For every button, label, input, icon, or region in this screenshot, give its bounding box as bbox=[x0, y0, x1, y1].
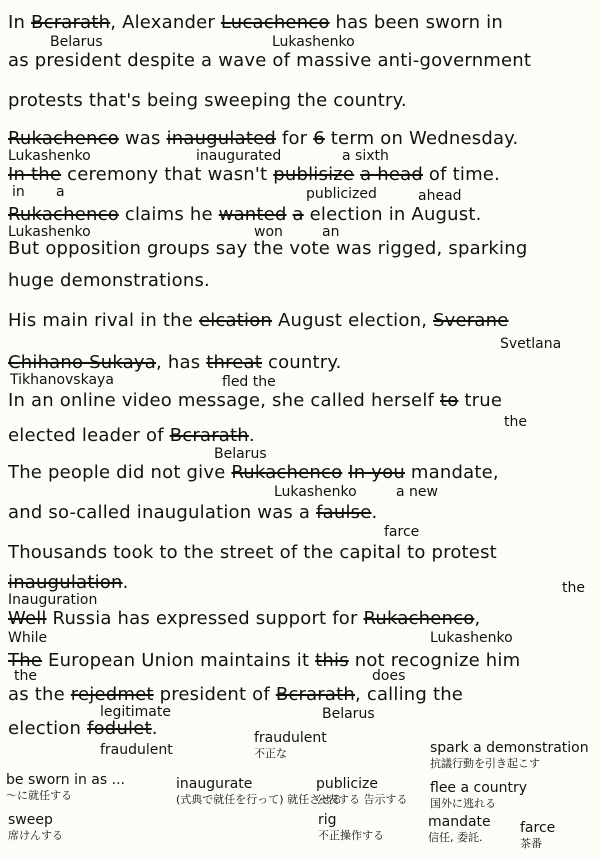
struck-word: Well bbox=[8, 608, 47, 629]
glossary-term: mandate bbox=[428, 814, 491, 830]
line-text: not recognize him bbox=[348, 650, 521, 671]
correction-note: Lukashenko bbox=[272, 34, 355, 50]
glossary-translation: 抗議行動を引き起こす bbox=[430, 757, 540, 770]
correction-note: does bbox=[372, 668, 406, 684]
correction-note: a sixth bbox=[342, 148, 389, 164]
glossary-entry bbox=[428, 814, 491, 845]
glossary-translation: ～に就任する bbox=[6, 789, 72, 802]
glossary-entry bbox=[430, 740, 589, 771]
correction-note: won bbox=[254, 224, 283, 240]
glossary-translation: 信任, 委託. bbox=[428, 831, 483, 844]
text-line bbox=[8, 502, 377, 524]
struck-word: Rukachenco bbox=[231, 462, 343, 483]
correction-note: Belarus bbox=[322, 706, 375, 722]
correction-note: Belarus bbox=[50, 34, 103, 50]
line-text: country. bbox=[262, 352, 342, 373]
correction-note: legitimate bbox=[100, 704, 171, 720]
correction-note: ahead bbox=[418, 188, 462, 204]
struck-word: faulse bbox=[316, 502, 372, 523]
struck-word: this bbox=[315, 650, 349, 671]
text-line bbox=[8, 462, 499, 484]
line-text: European Union maintains it bbox=[42, 650, 316, 671]
text-line bbox=[8, 684, 463, 706]
text-line bbox=[8, 718, 158, 740]
correction-note: publicized bbox=[306, 186, 377, 202]
correction-note: inaugurated bbox=[196, 148, 282, 164]
line-text: But opposition groups say the vote was rigged, sparking bbox=[8, 238, 528, 259]
line-text: Russia has expressed support for bbox=[46, 608, 364, 629]
line-text: The people did not give bbox=[8, 462, 232, 483]
correction-note: Lukashenko bbox=[430, 630, 513, 646]
text-line bbox=[8, 238, 527, 260]
text-line bbox=[8, 128, 518, 150]
glossary-term: spark a demonstration bbox=[430, 740, 589, 756]
line-text: In bbox=[8, 12, 32, 33]
line-text: for bbox=[276, 128, 314, 149]
line-text: . bbox=[122, 572, 129, 593]
struck-word: 6 bbox=[313, 128, 325, 149]
struck-word: a bbox=[292, 204, 304, 225]
struck-word: Bcrarath bbox=[31, 12, 111, 33]
struck-word: elcation bbox=[198, 310, 273, 331]
struck-word: In the bbox=[8, 164, 62, 185]
correction-note: Lukashenko bbox=[8, 224, 91, 240]
glossary-entry bbox=[254, 730, 327, 761]
line-text: term on Wednesday. bbox=[324, 128, 519, 149]
line-text: . bbox=[151, 718, 158, 739]
correction-note: farce bbox=[384, 524, 420, 540]
glossary-term: be sworn in as ... bbox=[6, 772, 125, 788]
glossary-translation: (式典で就任を行って) 就任させる bbox=[176, 793, 343, 806]
correction-note: Lukashenko bbox=[8, 148, 91, 164]
line-text: and so-called inaugulation was a bbox=[8, 502, 317, 523]
line-text: elected leader of bbox=[8, 425, 170, 446]
line-text: , bbox=[474, 608, 481, 629]
correction-note: Svetlana bbox=[500, 336, 562, 352]
struck-word: to bbox=[439, 390, 459, 411]
text-line bbox=[8, 90, 407, 112]
text-line bbox=[8, 542, 497, 564]
line-text: has been sworn in bbox=[329, 12, 503, 33]
struck-word: rejedmet bbox=[70, 684, 154, 705]
struck-word: Sverane bbox=[433, 310, 509, 331]
line-text: president of bbox=[153, 684, 276, 705]
line-text: ceremony that wasn't bbox=[61, 164, 274, 185]
glossary-term: rig bbox=[318, 812, 337, 828]
text-line bbox=[8, 310, 509, 332]
text-line bbox=[8, 608, 480, 630]
correction-note: the bbox=[14, 668, 37, 684]
line-text: was bbox=[118, 128, 167, 149]
correction-note: in bbox=[12, 184, 25, 200]
correction-note: a new bbox=[396, 484, 438, 500]
struck-word: inaugulation bbox=[8, 572, 123, 593]
glossary-translation: 不正な bbox=[254, 747, 287, 760]
line-text: In an online video message, she called herself bbox=[8, 390, 440, 411]
glossary-entry bbox=[6, 772, 125, 803]
line-text: August election, bbox=[272, 310, 434, 331]
glossary-term: sweep bbox=[8, 812, 53, 828]
glossary-translation: 茶番 bbox=[520, 837, 542, 850]
struck-word: The bbox=[8, 650, 43, 671]
text-line bbox=[8, 270, 210, 292]
line-text: . bbox=[248, 425, 255, 446]
text-line bbox=[8, 390, 502, 412]
glossary-term: flee a country bbox=[430, 780, 528, 796]
struck-word: Rukachenco bbox=[363, 608, 475, 629]
glossary-translation: 公表する 告示する bbox=[316, 793, 408, 806]
correction-note: Lukashenko bbox=[274, 484, 357, 500]
correction-note: the bbox=[504, 414, 527, 430]
line-text: election in August. bbox=[303, 204, 482, 225]
correction-note: the bbox=[562, 580, 585, 596]
line-text: . bbox=[371, 502, 378, 523]
struck-word: Bcrarath bbox=[169, 425, 249, 446]
glossary-translation: 席けんする bbox=[8, 829, 63, 842]
struck-word: a head bbox=[360, 164, 424, 185]
glossary-translation: 国外に逃れる bbox=[430, 797, 496, 810]
struck-word: inaugulated bbox=[166, 128, 277, 149]
text-line bbox=[8, 164, 500, 186]
struck-word: Chihano Sukaya bbox=[8, 352, 157, 373]
line-text: of time. bbox=[423, 164, 500, 185]
line-text: as president despite a wave of massive anti-government bbox=[8, 50, 532, 71]
glossary-term: farce bbox=[520, 820, 556, 836]
correction-note: fled the bbox=[222, 374, 276, 390]
glossary-entry bbox=[520, 820, 555, 851]
text-line bbox=[8, 50, 531, 72]
glossary-term: fraudulent bbox=[254, 730, 327, 746]
line-text: claims he bbox=[118, 204, 219, 225]
glossary-entry bbox=[8, 812, 63, 843]
struck-word: Rukachenco bbox=[8, 204, 119, 225]
line-text: huge demonstrations. bbox=[8, 270, 210, 291]
correction-note: a bbox=[56, 184, 65, 200]
line-text: , has bbox=[156, 352, 207, 373]
line-text: protests that's being sweeping the country. bbox=[8, 90, 407, 111]
correction-note: Belarus bbox=[214, 446, 267, 462]
line-text: , Alexander bbox=[110, 12, 221, 33]
line-text: Thousands took to the street of the capital to protest bbox=[8, 542, 497, 563]
text-line bbox=[8, 572, 129, 594]
line-text: mandate, bbox=[404, 462, 499, 483]
struck-word: publisize bbox=[273, 164, 355, 185]
struck-word: threat bbox=[206, 352, 263, 373]
glossary-term: publicize bbox=[316, 776, 378, 792]
text-line bbox=[8, 650, 520, 672]
line-text: His main rival in the bbox=[8, 310, 199, 331]
struck-word: wanted bbox=[218, 204, 287, 225]
struck-word: Bcrarath bbox=[275, 684, 356, 705]
correction-note: fraudulent bbox=[100, 742, 173, 758]
glossary-entry bbox=[316, 776, 408, 807]
correction-note: Tikhanovskaya bbox=[10, 372, 114, 388]
line-text: , calling the bbox=[355, 684, 464, 705]
text-line bbox=[8, 204, 482, 226]
line-text: as the bbox=[8, 684, 71, 705]
correction-note: an bbox=[322, 224, 340, 240]
correction-note: Inauguration bbox=[8, 592, 98, 608]
struck-word: Rukachenco bbox=[8, 128, 119, 149]
struck-word: Lucachenco bbox=[220, 12, 330, 33]
line-text: election bbox=[8, 718, 88, 739]
struck-word: fodulet bbox=[87, 718, 152, 739]
correction-note: While bbox=[8, 630, 48, 646]
glossary-term: inaugurate bbox=[176, 776, 253, 792]
glossary-translation: 不正操作する bbox=[318, 829, 384, 842]
text-line bbox=[8, 12, 503, 34]
struck-word: In you bbox=[348, 462, 405, 483]
glossary-entry bbox=[430, 780, 527, 811]
text-line bbox=[8, 352, 342, 374]
glossary-entry bbox=[318, 812, 384, 843]
line-text: true bbox=[458, 390, 503, 411]
text-line bbox=[8, 425, 255, 447]
